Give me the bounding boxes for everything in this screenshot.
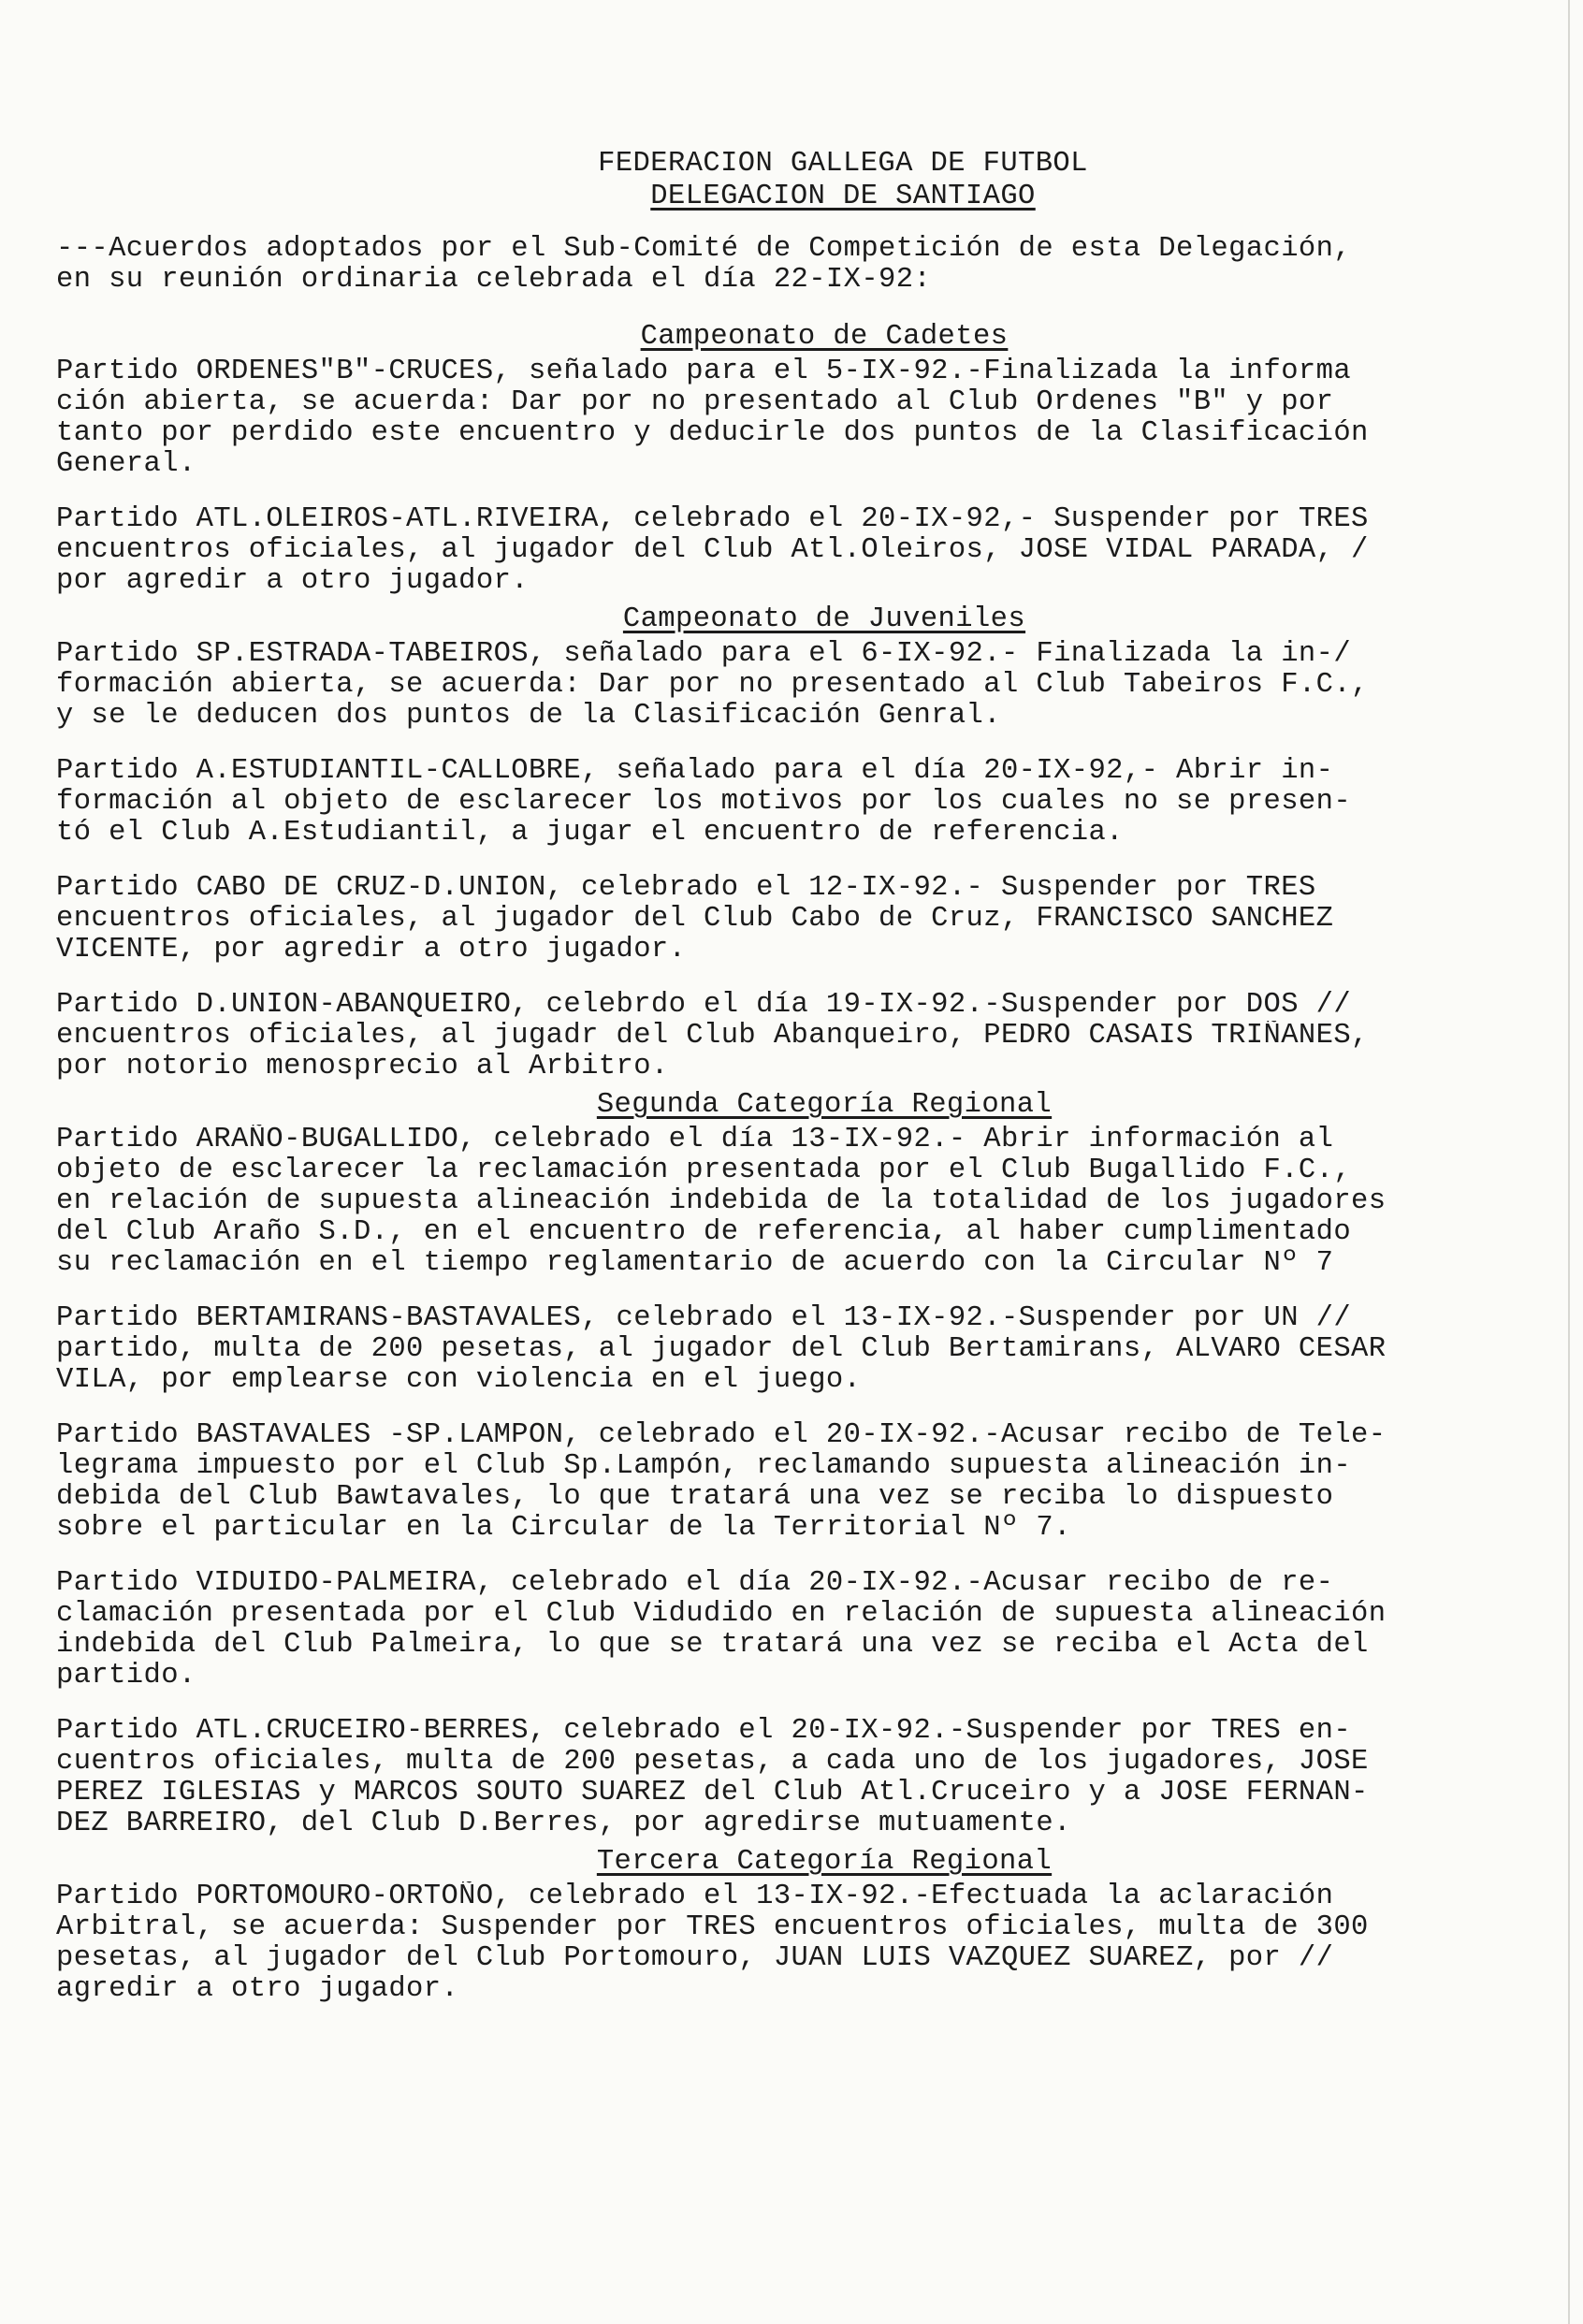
item-line: Partido BASTAVALES -SP.LAMPON, celebrado el 20-IX-92.-Acusar recibo de Tele- [56,1420,1387,1451]
item-line: en relación de supuesta alineación indebida de la totalidad de los jugadores [56,1186,1387,1217]
intro-line: ---Acuerdos adoptados por el Sub-Comité de Competición de esta Delegación, [56,234,1352,265]
item-line: su reclamación en el tiempo reglamentario de acuerdo con la Circular Nº 7 [56,1248,1334,1279]
intro-line: en su reunión ordinaria celebrada el día 22-IX-92: [56,265,932,296]
intro-paragraph [56,234,1527,296]
agreement-item [56,990,1527,1082]
scan-edge [1568,0,1570,2324]
agreement-item [56,1568,1527,1692]
item-line: legrama impuesto por el Club Sp.Lampón, reclamando supuesta alineación in- [56,1451,1352,1482]
item-line: encuentros oficiales, al jugador del Club Cabo de Cruz, FRANCISCO SANCHEZ [56,904,1334,935]
item-line: Partido ORDENES"B"-CRUCES, señalado para el 5-IX-92.-Finalizada la informa [56,356,1352,387]
item-line: formación al objeto de esclarecer los motivos por los cuales no se presen- [56,787,1352,818]
section-title-juveniles: Campeonato de Juveniles [622,603,1026,635]
item-line: encuentros oficiales, al jugador del Club Atl.Oleiros, JOSE VIDAL PARADA, / [56,535,1369,566]
item-line: agredir a otro jugador. [56,1974,459,2005]
item-line: PEREZ IGLESIAS y MARCOS SOUTO SUAREZ del Club Atl.Cruceiro y a JOSE FERNAN- [56,1778,1369,1808]
item-line: Partido ATL.CRUCEIRO-BERRES, celebrado el 20-IX-92.-Suspender por TRES en- [56,1716,1352,1747]
item-line: DEZ BARREIRO, del Club D.Berres, por agredirse mutuamente. [56,1808,1071,1839]
item-line: sobre el particular en la Circular de la Territorial Nº 7. [56,1513,1071,1544]
item-line: ción abierta, se acuerda: Dar por no presentado al Club Ordenes "B" y por [56,387,1334,418]
item-line: tó el Club A.Estudiantil, a jugar el encuentro de referencia. [56,818,1124,849]
delegation-name: DELEGACION DE SANTIAGO [650,181,1036,212]
item-line: Partido PORTOMOURO-ORTOÑO, celebrado el 13-IX-92.-Efectuada la aclaración [56,1881,1334,1912]
item-line: General. [56,449,196,480]
item-line: por agredir a otro jugador. [56,566,529,597]
agreement-item [56,1716,1527,1839]
section-title-segunda: Segunda Categoría Regional [596,1089,1053,1121]
item-line: Partido ARAÑO-BUGALLIDO, celebrado el día 13-IX-92.- Abrir información al [56,1125,1334,1155]
item-line: cuentros oficiales, multa de 200 pesetas, a cada uno de los jugadores, JOSE [56,1747,1369,1778]
item-line: partido. [56,1661,196,1692]
document-body [56,148,1527,2029]
agreement-item [56,1125,1527,1279]
section-title-tercera: Tercera Categoría Regional [596,1846,1053,1878]
section-title-cadetes: Campeonato de Cadetes [640,321,1009,353]
agreement-item [56,1420,1527,1544]
item-line: debida del Club Bawtavales, lo que tratará una vez se reciba lo dispuesto [56,1482,1334,1513]
item-line: objeto de esclarecer la reclamación presentada por el Club Bugallido F.C., [56,1155,1352,1186]
agreement-item [56,504,1527,597]
item-line: Partido ATL.OLEIROS-ATL.RIVEIRA, celebrado el 20-IX-92,- Suspender por TRES [56,504,1369,535]
agreement-item [56,356,1527,480]
item-line: VILA, por emplearse con violencia en el juego. [56,1365,862,1396]
item-line: Partido CABO DE CRUZ-D.UNION, celebrado el 12-IX-92.- Suspender por TRES [56,873,1316,904]
item-line: Partido SP.ESTRADA-TABEIROS, señalado para el 6-IX-92.- Finalizada la in-/ [56,639,1352,670]
item-line: Arbitral, se acuerda: Suspender por TRES encuentros oficiales, multa de 300 [56,1912,1369,1943]
item-line: pesetas, al jugador del Club Portomouro, JUAN LUIS VAZQUEZ SUAREZ, por // [56,1943,1334,1974]
agreement-item [56,1881,1527,2005]
agreement-item [56,1303,1527,1396]
agreement-item [56,873,1527,966]
item-line: por notorio menosprecio al Arbitro. [56,1052,669,1082]
item-line: formación abierta, se acuerda: Dar por no presentado al Club Tabeiros F.C., [56,670,1369,701]
item-line: Partido A.ESTUDIANTIL-CALLOBRE, señalado para el día 20-IX-92,- Abrir in- [56,756,1334,787]
agreement-item [56,756,1527,849]
letterhead [159,148,1527,213]
item-line: partido, multa de 200 pesetas, al jugador del Club Bertamirans, ALVARO CESAR [56,1334,1387,1365]
item-line: del Club Araño S.D., en el encuentro de referencia, al haber cumplimentado [56,1217,1352,1248]
item-line: Partido VIDUIDO-PALMEIRA, celebrado el día 20-IX-92.-Acusar recibo de re- [56,1568,1334,1599]
item-line: indebida del Club Palmeira, lo que se tratará una vez se reciba el Acta del [56,1630,1369,1661]
item-line: y se le deducen dos puntos de la Clasificación Genral. [56,701,1001,732]
agreement-item [56,639,1527,732]
item-line: Partido D.UNION-ABANQUEIRO, celebrdo el día 19-IX-92.-Suspender por DOS // [56,990,1352,1021]
item-line: clamación presentada por el Club Vidudido en relación de supuesta alineación [56,1599,1387,1630]
federation-name: FEDERACION GALLEGA DE FUTBOL [598,148,1088,180]
item-line: Partido BERTAMIRANS-BASTAVALES, celebrado el 13-IX-92.-Suspender por UN // [56,1303,1352,1334]
item-line: tanto por perdido este encuentro y deducirle dos puntos de la Clasificación [56,418,1369,449]
item-line: encuentros oficiales, al jugadr del Club Abanqueiro, PEDRO CASAIS TRIÑANES, [56,1021,1369,1052]
item-line: VICENTE, por agredir a otro jugador. [56,935,687,966]
